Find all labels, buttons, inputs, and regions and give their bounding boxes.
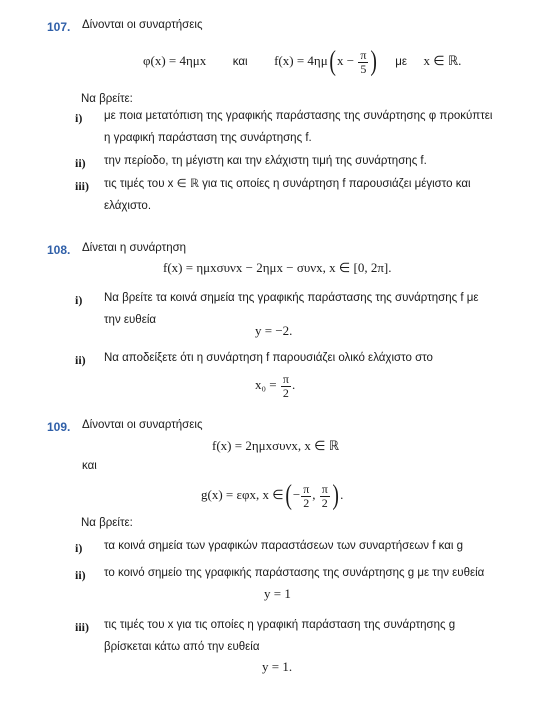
problem-108-formula: f(x) = ημxσυνx − 2ημx − συνx, x ∈ [0, 2π]. — [163, 260, 392, 275]
pi-over-two — [281, 373, 291, 400]
x-minus: x − — [337, 53, 355, 68]
item-108-ii-equation — [255, 369, 295, 401]
item-109-ii-line1: το κοινό σημείο της γραφικής παράστασης της συνάρτησης g με την ευθεία — [104, 567, 485, 579]
comma: , — [312, 487, 316, 502]
item-108-i-equation: y = −2. — [255, 323, 293, 338]
pi-over-five — [358, 49, 368, 76]
f-definition-left: f(x) = 4ημ — [274, 53, 328, 68]
period: . — [291, 377, 296, 392]
g-definition-left: g(x) = εφx, x ∈ — [201, 487, 284, 502]
item-109-iii-line1: τις τιμές του x για τις οποίες η γραφική παράσταση της συνάρτησης g — [104, 619, 456, 631]
item-107-ii-line1: την περίοδο, τη μέγιστη και την ελάχιστη τιμή της συνάρτησης f. — [104, 155, 427, 167]
item-108-ii-label: ii) — [75, 353, 86, 367]
x0-equals: x₀ = — [255, 377, 277, 392]
item-109-ii-label: ii) — [75, 568, 86, 582]
fraction-denominator: 2 — [282, 385, 289, 400]
item-109-i-label: i) — [75, 541, 83, 555]
problem-109-find: Να βρείτε: — [81, 517, 133, 529]
item-107-iii-label: iii) — [75, 179, 89, 193]
problem-109-kai: και — [82, 460, 97, 472]
fraction-denominator: 2 — [303, 495, 310, 510]
item-108-ii-line1: Να αποδείξετε ότι η συνάρτηση f παρουσιάζει ολικό ελάχιστο στο — [104, 352, 433, 364]
problem-108-intro: Δίνεται η συνάρτηση — [82, 242, 187, 254]
problem-number-108: 108. — [47, 243, 71, 257]
item-107-i-label: i) — [75, 111, 83, 125]
item-107-iii-line1: τις τιμές του x ∈ ℝ για τις οποίες η συνάρτηση f παρουσιάζει μέγιστο και — [104, 178, 471, 190]
item-107-i-line1: με ποια μετατόπιση της γραφικής παράστασης της συνάρτησης φ προκύπτει — [104, 110, 493, 122]
item-107-iii-line2: ελάχιστο. — [104, 200, 152, 212]
minus-sign: − — [292, 487, 301, 502]
left-paren: ( — [284, 480, 292, 512]
item-107-ii-label: ii) — [75, 156, 86, 170]
item-109-iii-label: iii) — [75, 620, 89, 634]
pi-over-two-pos — [320, 483, 330, 510]
problem-109-f-formula: f(x) = 2ημxσυνx, x ∈ ℝ — [212, 438, 340, 453]
right-paren: ) — [370, 46, 378, 78]
problem-number-107: 107. — [47, 20, 71, 34]
item-107-i-line2: η γραφική παράσταση της συνάρτησης f. — [104, 132, 312, 144]
item-109-iii-line2: βρίσκεται κάτω από την ευθεία — [104, 641, 260, 653]
conjunction-kai: και — [232, 56, 248, 68]
right-paren: ) — [332, 480, 339, 512]
period: . — [340, 487, 344, 502]
problem-107-find: Να βρείτε: — [81, 93, 133, 105]
fraction-denominator: 5 — [360, 61, 367, 76]
fraction-denominator: 2 — [321, 495, 328, 510]
domain-reals: x ∈ ℝ. — [423, 53, 462, 68]
fraction-numerator: π — [360, 47, 367, 62]
pi-over-two-neg — [301, 483, 311, 510]
word-me: με — [395, 56, 408, 68]
item-108-i-line2: την ευθεία — [104, 314, 157, 326]
problem-109-intro: Δίνονται οι συναρτήσεις — [82, 419, 203, 431]
problem-107-intro: Δίνονται οι συναρτήσεις — [82, 19, 203, 31]
item-108-i-label: i) — [75, 293, 83, 307]
item-108-i-line1: Να βρείτε τα κοινά σημεία της γραφικής παράστασης της συνάρτησης f με — [104, 292, 479, 304]
item-109-i-line1: τα κοινά σημεία των γραφικών παραστάσεων των συναρτήσεων f και g — [104, 540, 464, 552]
phi-definition: φ(x) = 4ημx — [143, 53, 207, 68]
problem-109-g-formula — [201, 478, 343, 512]
item-109-ii-equation: y = 1 — [264, 586, 291, 601]
fraction-numerator: π — [282, 371, 289, 386]
item-109-iii-equation: y = 1. — [262, 659, 293, 674]
problem-107-formula — [143, 45, 461, 77]
fraction-numerator: π — [303, 481, 310, 496]
left-paren: ( — [329, 46, 336, 78]
fraction-numerator: π — [321, 481, 328, 496]
problem-number-109: 109. — [47, 420, 71, 434]
